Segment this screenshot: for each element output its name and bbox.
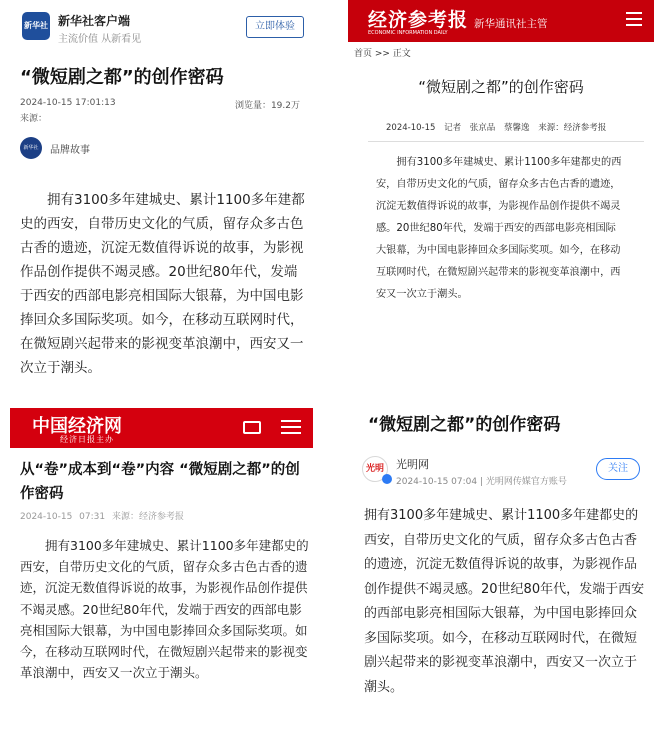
ce-header (10, 408, 313, 448)
menu-icon[interactable] (626, 12, 642, 28)
article-meta: 2024-10-15 07:31 来源：经济参考报 (20, 512, 184, 522)
xinhua-logo: 新华社 (22, 12, 50, 40)
article-body: 拥有3100多年建城史、累计1100多年建都史的西安，自带历史文化的气质，留存众多古色古香的遗迹，沉淀无数值得诉说的故事，为影视作品创作提供不竭灵感。20世纪80年代，发端于西安的西部电影亮相国际大银幕，为中国电影捧回众多国际奖项。如今，在移动互联网时代，在微短剧兴起带来的影视变革浪潮中，西安又一次立于潮头。 (20, 192, 305, 376)
article-title: “微短剧之都”的创作密码 (418, 78, 584, 96)
article-body: 拥有3100多年建城史、累计1100多年建都史的西安，自带历史文化的气质，留存众多古色古香的遗迹，沉淀无数值得诉说的故事，为影视作品创作提供不竭灵感。20世纪80年代，发端于西安的西部电影亮相国际大银幕，为中国电影捧回众多国际奖项。如今，在移动互联网时代，在微短剧兴起带来的影视变革浪潮中，西安又一次立于潮头。 (364, 508, 645, 695)
xinhua-panel (0, 0, 322, 400)
account-meta: 2024-10-15 07:04 | 光明网传媒官方账号 (396, 477, 567, 487)
follow-button[interactable]: 关注 (596, 458, 640, 480)
view-count: 浏览量：19.2万 (234, 101, 300, 111)
guangming-panel (348, 398, 654, 733)
publish-date: 2024-10-15 17:01:13 (20, 98, 116, 108)
jingji-header (348, 0, 654, 42)
article-meta: 2024-10-15 记者 张京品 蔡馨逸 来源：经济参考报 (386, 123, 607, 133)
menu-icon[interactable] (281, 420, 301, 436)
jingji-logo[interactable]: 经济参考报 (368, 9, 469, 31)
brand-logo: 新华社 (20, 137, 42, 159)
article-title: “微短剧之都”的创作密码 (20, 67, 224, 88)
jingji-cankao-panel (348, 0, 654, 400)
account-name[interactable]: 光明网 (396, 458, 429, 471)
jingji-logo-subtitle: ECONOMIC INFORMATION DAILY (368, 30, 448, 36)
divider (368, 141, 644, 142)
ce-logo-subtitle: 经济日报主办 (60, 435, 114, 444)
article-body: 拥有3100多年建城史、累计1100多年建都史的西安，自带历史文化的气质，留存众多古色古香的遗迹，沉淀无数值得诉说的故事，为影视作品创作提供不竭灵感。20世纪80年代，发端于西安的西部电影亮相国际大银幕，为中国电影捧回众多国际奖项。如今，在移动互联网时代，在微短剧兴起带来的影视变革浪潮中，西安又一次立于潮头。 (376, 157, 622, 300)
brand-name: 品牌故事 (50, 145, 90, 156)
tv-icon[interactable] (243, 421, 261, 434)
source-label: 来源： (20, 114, 48, 124)
article-title: 从“卷”成本到“卷”内容 “微短剧之都”的创作密码 (20, 462, 300, 502)
ce-logo[interactable]: 中国经济网 (32, 416, 122, 437)
app-slogan: 主流价值 从新看见 (58, 34, 142, 45)
open-app-button[interactable]: 立即体验 (246, 16, 304, 38)
xinhua-header (18, 10, 312, 44)
article-title: “微短剧之都”的创作密码 (368, 415, 561, 435)
verified-icon (382, 474, 392, 484)
app-name: 新华社客户端 (58, 14, 131, 28)
breadcrumb[interactable]: 首页 >> 正文 (354, 49, 411, 59)
article-body: 拥有3100多年建城史、累计1100多年建都史的西安，自带历史文化的气质，留存众多古色古香的遗迹，沉淀无数值得诉说的故事，为影视作品创作提供不竭灵感。20世纪80年代，发端于西安的西部电影亮相国际大银幕，为中国电影捧回众多国际奖项。如今，在移动互联网时代，在微短剧兴起带来的影视变革浪潮中，西安又一次立于潮头。 (20, 538, 309, 681)
ce-cn-panel (0, 408, 322, 733)
guangming-avatar[interactable]: 光明 (362, 456, 388, 482)
supervisor-org: 新华通讯社主管 (474, 18, 548, 30)
